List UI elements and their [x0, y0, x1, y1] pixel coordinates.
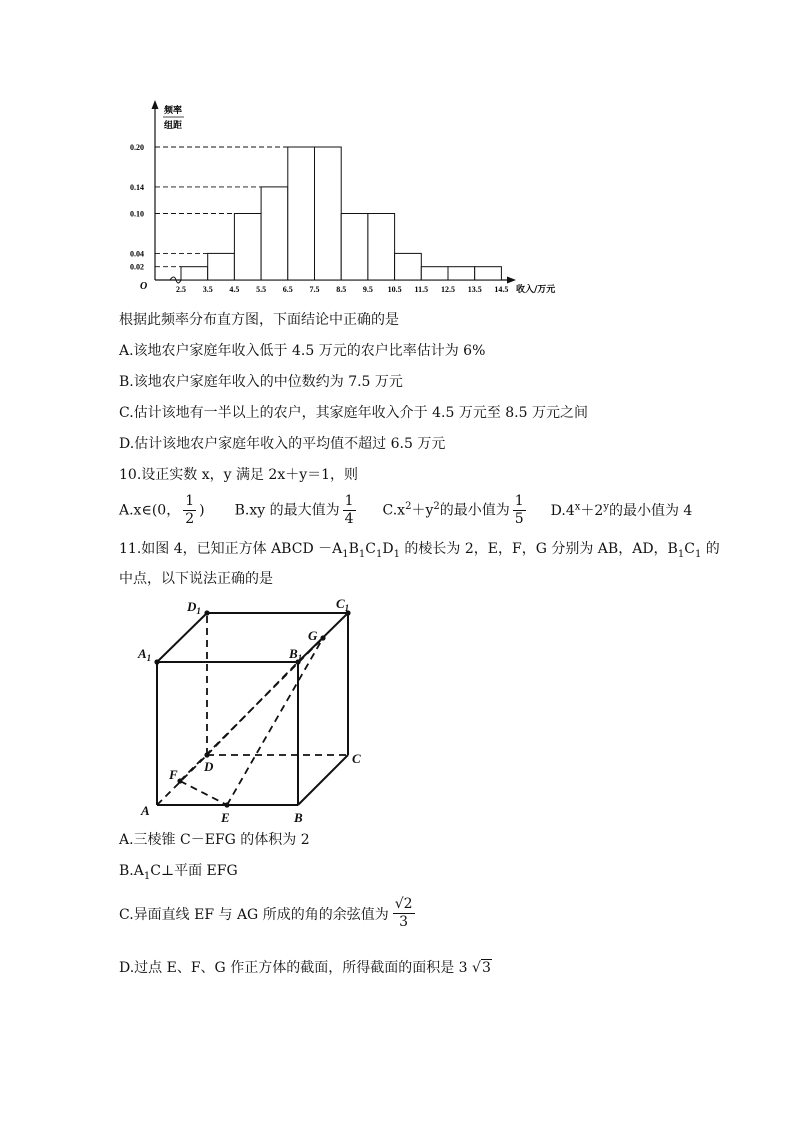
histogram-bar	[341, 214, 368, 281]
label-A: A	[141, 803, 150, 818]
histogram-bar	[208, 253, 235, 280]
q11-option-c: C.异面直线 EF 与 AG 所成的角的余弦值为 $\frac{√2}{3}$	[119, 896, 413, 930]
segment-E-G	[227, 638, 323, 805]
y-tick-label: 0.20	[130, 143, 144, 152]
point-F-dot	[177, 778, 182, 783]
histogram-bar	[368, 214, 395, 281]
q11-stem-line2: 中点，以下说法正确的是	[119, 571, 273, 587]
point-E-dot	[224, 802, 229, 807]
vertex-D1-dot	[204, 610, 209, 615]
x-tick-label: 6.5	[282, 285, 293, 294]
label-B1: $B_1$	[289, 646, 303, 663]
edge-B-C	[298, 755, 348, 805]
x-tick-label: 9.5	[362, 285, 373, 294]
q9-option-b: B.该地农户家庭年收入的中位数约为 7.5 万元	[119, 374, 403, 390]
q11-option-b: $B.A_1C\perp$平面 EFG	[119, 863, 238, 882]
histogram-bar	[395, 253, 422, 280]
x-tick-label: 3.5	[202, 285, 213, 294]
y-label-top: 频率	[164, 106, 183, 116]
x-tick-label: 11.5	[414, 285, 429, 294]
q9-stem: 根据此频率分布直方图，下面结论中正确的是	[119, 312, 399, 328]
x-tick-label: 10.5	[387, 285, 402, 294]
x-tick-label: 8.5	[336, 285, 347, 294]
x-axis-arrow	[507, 277, 516, 284]
x-label: 收入/万元	[516, 285, 556, 295]
label-C: C	[352, 751, 361, 766]
q9-option-d: D.估计该地农户家庭年收入的平均值不超过 6.5 万元	[119, 436, 446, 452]
cube-figure	[128, 594, 378, 826]
segment-F-E	[180, 781, 227, 805]
label-A1: $A_1$	[138, 646, 152, 663]
q10-option-d: $D.4^x+2^y$的最小值为 4	[550, 501, 693, 519]
label-C1: $C_1$	[336, 596, 350, 613]
label-D1: $D_1$	[187, 599, 201, 616]
x-tick-label: 7.5	[309, 285, 320, 294]
histogram-bar	[234, 214, 261, 281]
y-label-bottom: 组距	[164, 121, 183, 131]
q11-option-d: D.过点 E、F、G 作正方体的截面，所得截面的面积是 3 √3	[119, 960, 491, 976]
q10-option-b: B.xy 的最大值为 $\frac{1}{4}$	[234, 492, 354, 527]
x-tick-label: 12.5	[441, 285, 455, 294]
q10-options	[119, 490, 692, 530]
y-axis-arrow	[152, 100, 159, 109]
histogram-bar	[261, 187, 288, 280]
x-tick-label: 13.5	[467, 285, 482, 294]
q11-stem-line1: 11.如图 4，已知正方体 ABCD $-A_1B_1C_1D_1$ 的棱长为 2，E，F，G 分别为 AB，AD，$B_1C_1$ 的	[119, 541, 720, 560]
origin-label: O	[140, 281, 148, 292]
y-tick-label: 0.02	[130, 262, 144, 272]
q9-option-a: A.该地农户家庭年收入低于 4.5 万元的农户比率估计为 6%	[119, 343, 486, 359]
edge-A1-D1	[157, 613, 207, 662]
label-F: F	[169, 767, 178, 782]
x-tick-label: 2.5	[176, 285, 186, 294]
vertex-A1-dot	[154, 659, 159, 664]
label-D: D	[204, 759, 214, 774]
label-E: E	[221, 810, 230, 825]
histogram-bar	[288, 147, 315, 280]
x-tick-label: 4.5	[229, 285, 240, 294]
q10-option-a: A.x∈(0， $\frac{1}{2}$ )	[119, 492, 205, 527]
q9-option-c: C.估计该地有一半以上的农户，其家庭年收入介于 4.5 万元至 8.5 万元之间	[119, 405, 588, 421]
histogram-bar	[448, 267, 475, 280]
y-tick-label: 0.10	[130, 209, 144, 219]
vertex-D-dot	[204, 752, 209, 757]
q10-option-c: $C.x^2+y^2$的最小值为 $\frac{1}{5}$	[382, 492, 524, 527]
point-G-dot	[320, 635, 325, 640]
y-tick-label: 0.04	[130, 249, 144, 259]
histogram-bar	[181, 267, 208, 280]
x-tick-label: 5.5	[256, 285, 267, 294]
x-tick-label: 14.5	[494, 285, 509, 294]
q11-option-a: A.三棱锥 C－EFG 的体积为 2	[119, 832, 310, 848]
histogram-bar	[421, 267, 448, 280]
q10-stem: 10.设正实数 x，y 满足 2x＋y＝1，则	[119, 467, 359, 483]
frequency-histogram	[118, 96, 568, 301]
sqrt-sign: √	[472, 960, 481, 976]
label-G: G	[308, 628, 318, 643]
histogram-bar	[475, 267, 502, 280]
y-tick-label: 0.14	[130, 182, 144, 192]
label-B: B	[294, 810, 303, 825]
histogram-bar	[315, 147, 342, 280]
